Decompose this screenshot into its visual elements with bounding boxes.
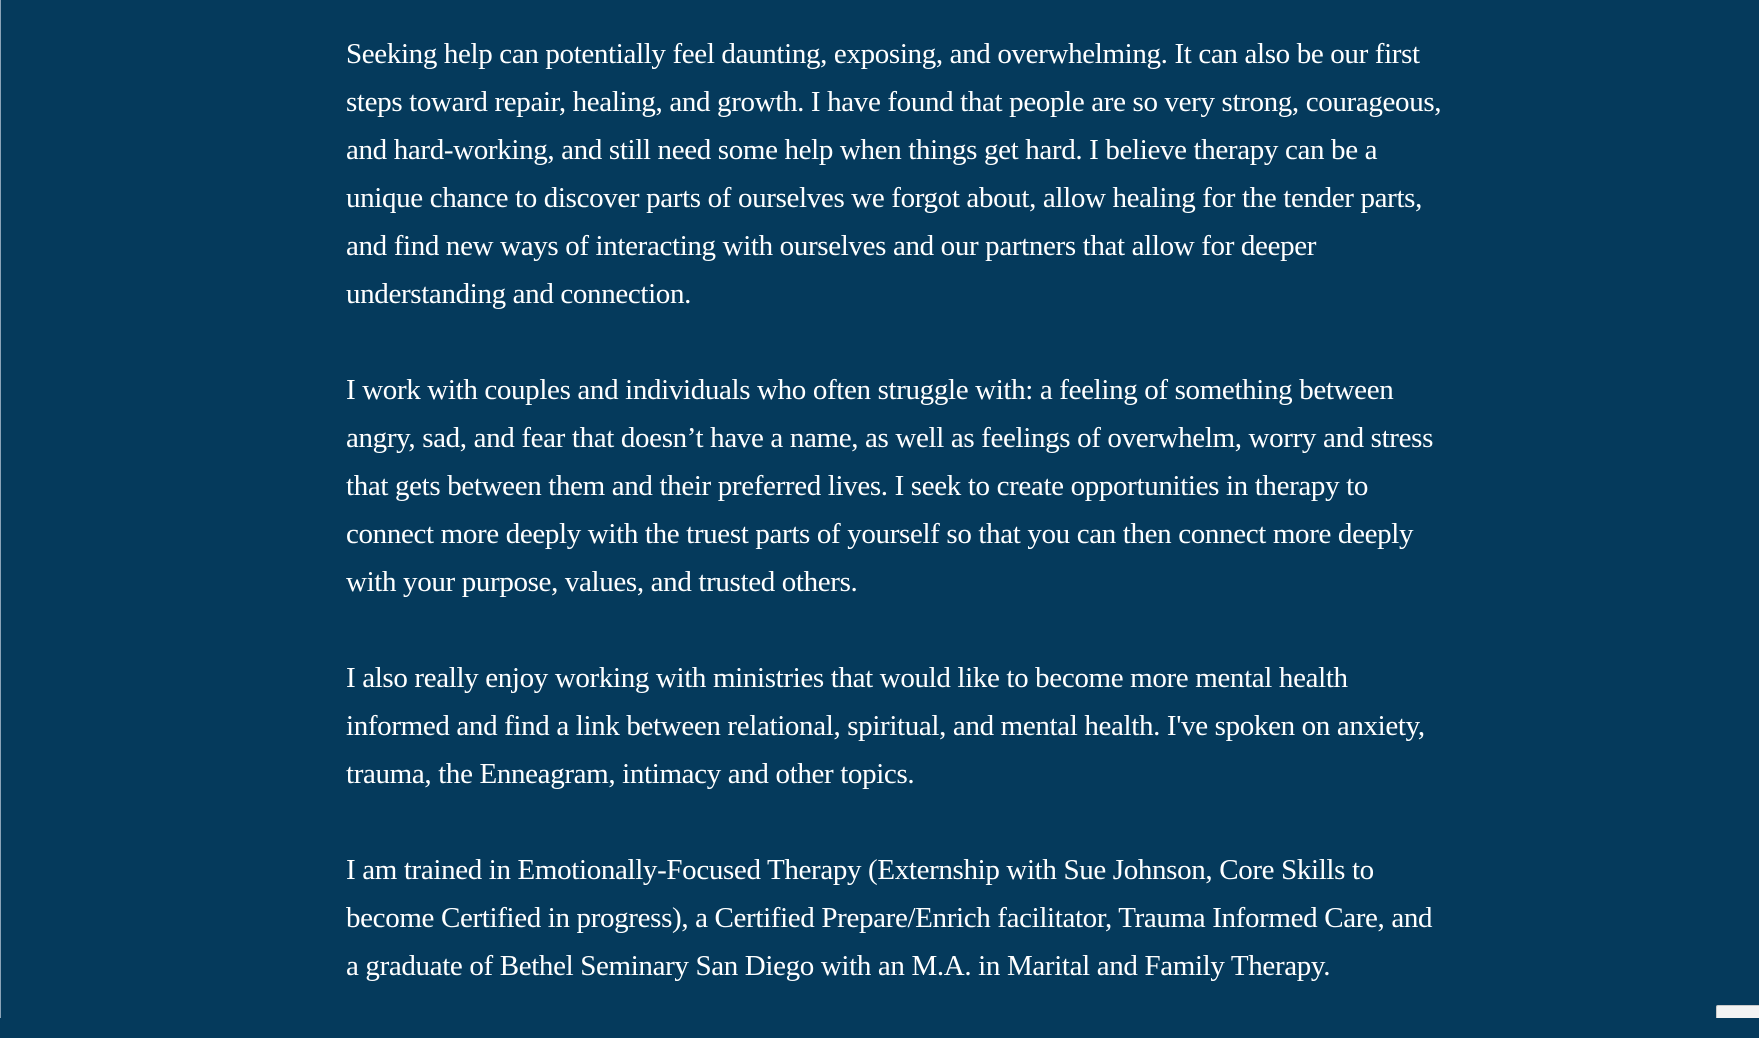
page-left-edge [0, 0, 1, 1018]
intro-paragraph: Seeking help can potentially feel daunting, exposing, and overwhelming. It can also be our first steps toward repair, healing, and growth. I have found that people are so very strong, courageous, and hard-working, and still need some help when things get hard. I believe therapy can be a unique chance to discover parts of ourselves we forgot about, allow healing for the tender parts, and find new ways of interacting with ourselves and our partners that allow for deeper understanding and connection. [346, 38, 1442, 310]
clients-paragraph: I work with couples and individuals who often struggle with: a feeling of something between angry, sad, and fear that doesn’t have a name, as well as feelings of overwhelm, worry and stress that gets between them and their preferred lives. I seek to create opportunities in therapy to connect more deeply with the truest parts of yourself so that you can then connect more deeply with your purpose, values, and trusted others. [346, 374, 1434, 598]
training-paragraph: I am trained in Emotionally-Focused Therapy (Externship with Sue Johnson, Core Skills to become Certified in progress), a Certified Prepare/Enrich facilitator, Trauma Informed Care, and a graduate of Bethel Seminary San Diego with an M.A. in Marital and Family Therapy. [346, 854, 1433, 982]
ministries-paragraph: I also really enjoy working with ministries that would like to become more mental health informed and find a link between relational, spiritual, and mental health. I've spoken on anxiety, trauma, the Enneagram, intimacy and other topics. [346, 662, 1425, 790]
corner-widget[interactable] [1716, 1005, 1759, 1018]
about-content [346, 30, 1446, 1038]
